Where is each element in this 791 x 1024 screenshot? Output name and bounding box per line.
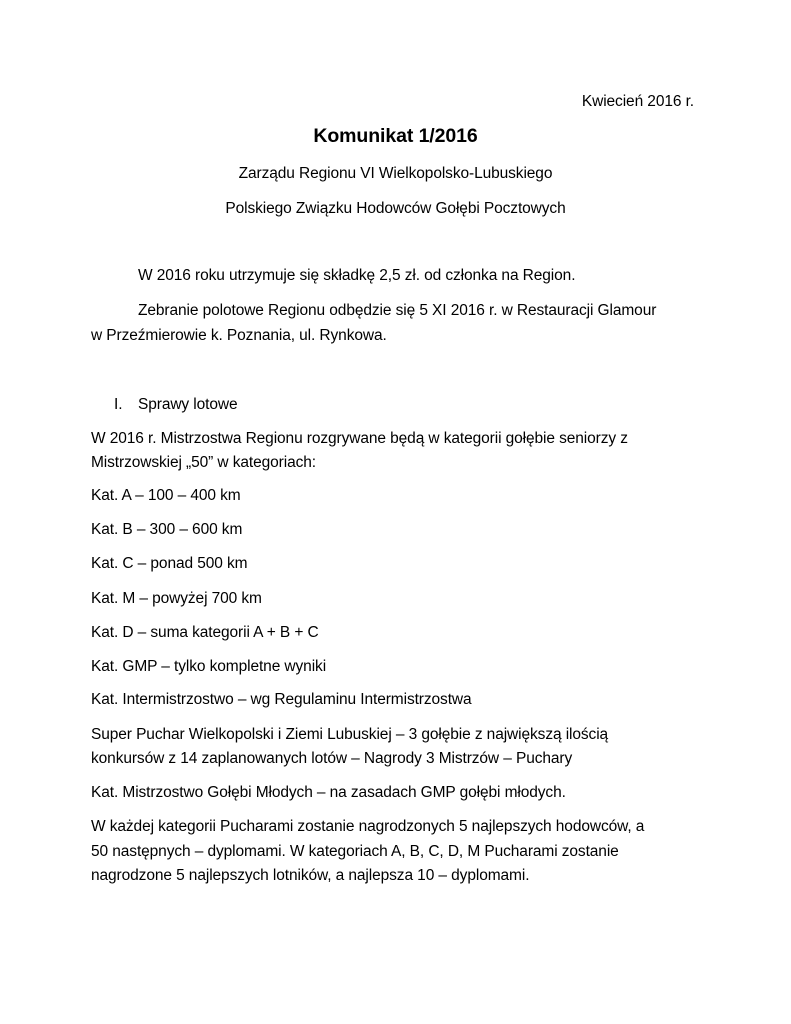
awards-line2: 50 następnych – dyplomami. W kategoriach A, B, C, D, M Pucharami zostanie	[91, 843, 619, 860]
paragraph-meeting-line2: w Przeźmierowie k. Poznania, ul. Rynkowa.	[91, 327, 387, 344]
section-title: Sprawy lotowe	[138, 396, 238, 413]
category-intermistrzostwo: Kat. Intermistrzostwo – wg Regulaminu Intermistrzostwa	[91, 691, 472, 708]
awards-line3: nagrodzone 5 najlepszych lotników, a najlepsza 10 – dyplomami.	[91, 867, 530, 884]
category-b: Kat. B – 300 – 600 km	[91, 521, 243, 538]
category-a: Kat. A – 100 – 400 km	[91, 487, 241, 504]
subtitle-union: Polskiego Związku Hodowców Gołębi Pocztowych	[225, 200, 566, 217]
category-d: Kat. D – suma kategorii A + B + C	[91, 624, 319, 641]
paragraph-championships-line1: W 2016 r. Mistrzostwa Regionu rozgrywane będą w kategorii gołębie seniorzy z	[91, 430, 628, 447]
paragraph-championships-line2: Mistrzowskiej „50” w kategoriach:	[91, 454, 316, 471]
document-title: Komunikat 1/2016	[313, 125, 478, 147]
super-puchar-line1: Super Puchar Wielkopolski i Ziemi Lubuskiej – 3 gołębie z największą ilością	[91, 726, 609, 743]
paragraph-fee: W 2016 roku utrzymuje się składkę 2,5 zł. od członka na Region.	[138, 267, 576, 284]
super-puchar-line2: konkursów z 14 zaplanowanych lotów – Nagrody 3 Mistrzów – Puchary	[91, 750, 573, 767]
paragraph-meeting-line1: Zebranie polotowe Regionu odbędzie się 5 XI 2016 r. w Restauracji Glamour	[138, 302, 657, 319]
category-mlodych: Kat. Mistrzostwo Gołębi Młodych – na zasadach GMP gołębi młodych.	[91, 784, 566, 801]
section-number: I.	[114, 396, 123, 413]
category-m: Kat. M – powyżej 700 km	[91, 590, 262, 607]
category-gmp: Kat. GMP – tylko kompletne wyniki	[91, 658, 327, 675]
subtitle-board: Zarządu Regionu VI Wielkopolsko-Lubuskiego	[238, 165, 553, 182]
awards-line1: W każdej kategorii Pucharami zostanie nagrodzonych 5 najlepszych hodowców, a	[91, 818, 645, 835]
document-date: Kwiecień 2016 r.	[581, 93, 694, 110]
category-c: Kat. C – ponad 500 km	[91, 555, 248, 572]
